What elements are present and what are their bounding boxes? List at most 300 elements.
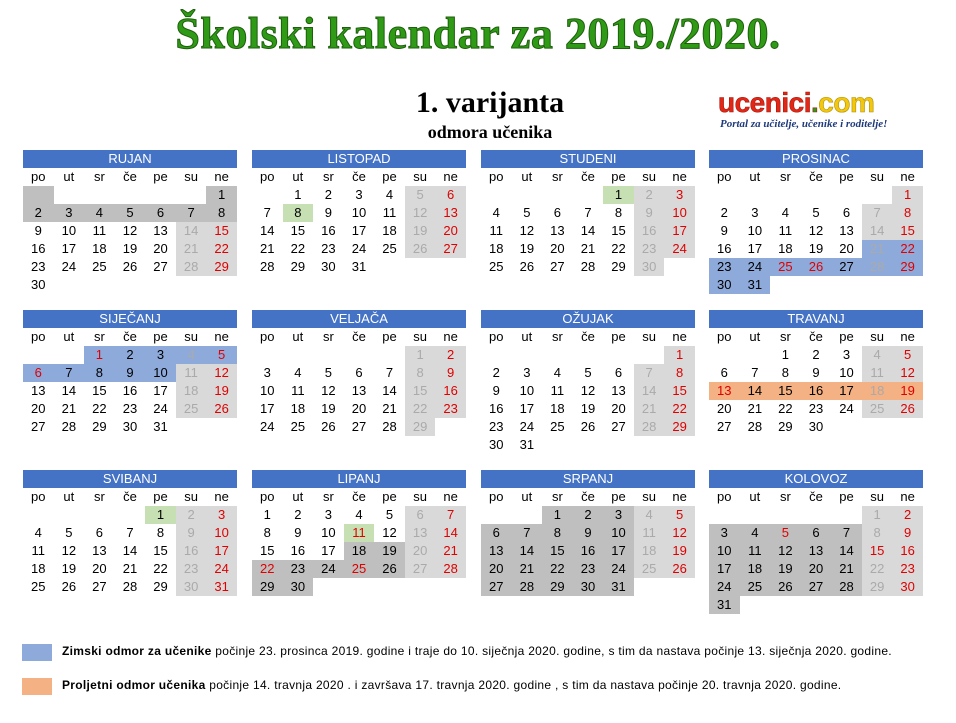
month-days-grid [252,168,466,276]
day-cell: 28 [580,259,596,274]
day-cell: 28 [831,578,862,596]
day-cell: 10 [61,223,77,238]
weekday-header: pe [153,169,168,184]
month-name: SIJEČANJ [23,310,237,328]
day-cell: 15 [92,383,107,398]
day-cell: 13 [839,223,854,238]
day-cell: 9 [324,205,333,220]
day-cell: 16 [435,382,466,400]
month-days-grid [23,488,237,596]
day-cell: 16 [176,542,207,560]
day-cell: 18 [176,382,207,400]
day-cell: 14 [435,524,466,542]
weekday-header: ut [521,169,533,184]
empty-cell [831,506,862,524]
day-cell: 4 [634,506,665,524]
weekday-header: sr [93,169,105,184]
empty-cell [145,276,176,294]
weekday-header: su [870,169,884,184]
day-cell: 6 [95,525,104,540]
day-cell: 15 [290,223,306,238]
day-cell: 22 [778,401,793,416]
month-name: LIPANJ [252,470,466,488]
day-cell: 21 [435,542,466,560]
day-cell: 17 [831,382,862,400]
day-cell: 28 [176,258,207,276]
empty-cell [176,418,207,436]
day-cell: 27 [481,578,512,596]
month-rujan [23,150,237,294]
day-cell: 19 [664,542,695,560]
day-cell: 27 [831,258,862,276]
day-cell: 17 [519,401,535,416]
day-cell: 11 [291,383,305,398]
day-cell: 4 [492,205,500,220]
day-cell: 24 [740,258,771,276]
day-cell: 27 [351,419,367,434]
day-cell: 9 [294,525,302,540]
empty-cell [709,186,740,204]
day-cell: 20 [405,542,436,560]
day-cell: 21 [382,401,397,416]
day-cell: 7 [751,365,759,380]
day-cell: 22 [664,400,695,418]
month-lipanj [252,470,466,596]
month-siječanj [23,310,237,436]
empty-cell [84,186,115,204]
variant-heading: 1. varijanta [415,86,565,119]
day-cell: 26 [892,400,923,418]
day-cell: 27 [611,419,626,434]
day-cell: 26 [664,560,695,578]
day-cell: 24 [313,560,344,578]
day-cell: 1 [664,346,695,364]
day-cell: 11 [634,524,665,542]
day-cell: 30 [573,578,604,596]
day-cell: 14 [61,383,77,398]
day-cell: 13 [92,543,107,558]
day-cell: 9 [435,364,466,382]
day-cell: 14 [831,542,862,560]
weekday-header: pe [382,489,397,504]
day-cell: 2 [115,346,146,364]
weekday-header: sr [551,169,563,184]
logo-tagline: Portal za učitelje, učenike i roditelje! [720,118,888,130]
day-cell: 26 [374,560,405,578]
day-cell: 29 [290,259,306,274]
month-name: SVIBANJ [23,470,237,488]
day-cell: 17 [709,560,740,578]
weekday-header: ut [292,489,304,504]
weekday-header: pe [153,489,168,504]
day-cell: 24 [664,240,695,258]
day-cell: 15 [611,223,626,238]
weekday-header: pe [839,169,854,184]
day-cell: 3 [263,365,271,380]
day-cell: 2 [573,506,604,524]
weekday-header: po [31,169,46,184]
day-cell: 28 [61,419,77,434]
day-cell: 27 [717,419,732,434]
day-cell: 30 [892,578,923,596]
weekday-header: če [352,329,366,344]
day-cell: 18 [344,542,375,560]
day-cell: 21 [862,240,893,258]
month-name: VELJAČA [252,310,466,328]
empty-cell [481,506,512,524]
day-cell: 10 [206,524,237,542]
day-cell: 30 [176,578,207,596]
weekday-header: ne [214,329,229,344]
month-kolovoz [709,470,923,614]
day-cell: 26 [801,258,832,276]
weekday-header: ne [900,329,915,344]
day-cell: 6 [435,186,466,204]
day-cell: 2 [294,507,302,522]
weekday-header: su [184,169,198,184]
day-cell: 31 [519,437,535,452]
empty-cell [435,258,466,276]
day-cell: 7 [862,204,893,222]
day-cell: 14 [634,382,665,400]
weekday-header: če [352,489,366,504]
site-logo[interactable] [718,88,928,130]
day-cell: 23 [489,419,504,434]
weekday-header: sr [551,329,563,344]
day-cell: 18 [634,542,665,560]
month-days-grid [709,168,923,294]
day-cell: 23 [176,560,207,578]
empty-cell [634,346,665,364]
day-cell: 9 [34,223,42,238]
weekday-header: su [413,169,427,184]
empty-cell [405,258,436,276]
day-cell: 17 [747,241,763,256]
day-cell: 28 [260,259,275,274]
day-cell: 7 [263,205,271,220]
day-cell: 20 [839,241,854,256]
day-cell: 8 [781,365,790,380]
empty-cell [862,596,893,614]
day-cell: 11 [489,223,504,238]
day-cell: 17 [321,543,336,558]
empty-cell [283,346,314,364]
day-cell: 13 [405,524,436,542]
empty-cell [512,506,543,524]
empty-cell [862,276,893,294]
month-name: KOLOVOZ [709,470,923,488]
day-cell: 31 [603,578,634,596]
day-cell: 5 [584,365,592,380]
month-name: OŽUJAK [481,310,695,328]
empty-cell [435,578,466,596]
day-cell: 29 [153,579,168,594]
day-cell: 18 [31,561,46,576]
day-cell: 1 [862,506,893,524]
day-cell: 19 [122,241,138,256]
day-cell: 21 [260,241,275,256]
day-cell: 18 [92,241,107,256]
weekday-header: če [123,489,137,504]
day-cell: 12 [321,383,336,398]
day-cell: 11 [550,383,565,398]
day-cell: 3 [54,204,85,222]
day-cell: 6 [481,524,512,542]
day-cell: 24 [61,259,77,274]
day-cell: 22 [542,560,573,578]
empty-cell [481,186,512,204]
day-cell: 10 [321,525,336,540]
day-cell: 23 [31,259,46,274]
weekday-header: če [352,169,366,184]
day-cell: 7 [176,204,207,222]
day-cell: 3 [751,205,759,220]
day-cell: 30 [808,419,824,434]
day-cell: 15 [862,542,893,560]
month-days-grid [481,488,695,596]
page-title: Školski kalendar za 2019./2020. [175,9,781,58]
day-cell: 28 [512,578,543,596]
day-cell: 23 [122,401,138,416]
day-cell: 5 [206,346,237,364]
weekday-header: su [642,169,656,184]
empty-cell [770,506,801,524]
day-cell: 15 [770,382,801,400]
empty-cell [573,186,604,204]
day-cell: 19 [206,382,237,400]
day-cell: 15 [260,543,275,558]
empty-cell [23,346,54,364]
day-cell: 20 [801,560,832,578]
day-cell: 16 [634,222,665,240]
day-cell: 6 [23,364,54,382]
month-listopad [252,150,466,276]
weekday-header: pe [153,329,168,344]
day-cell: 17 [206,542,237,560]
empty-cell [542,186,573,204]
day-cell: 16 [31,241,46,256]
empty-cell [176,276,207,294]
day-cell: 3 [206,506,237,524]
month-travanj [709,310,923,436]
empty-cell [892,596,923,614]
day-cell: 11 [740,542,771,560]
month-studeni [481,150,695,276]
day-cell: 19 [580,401,596,416]
day-cell: 27 [550,259,565,274]
day-cell: 20 [435,222,466,240]
day-cell: 29 [206,258,237,276]
weekday-header: ut [63,489,75,504]
weekday-header: ut [749,169,761,184]
day-cell: 6 [801,524,832,542]
day-cell: 5 [664,506,695,524]
logo-com: com [818,87,875,118]
month-prosinac [709,150,923,294]
empty-cell [252,186,283,204]
day-cell: 7 [435,506,466,524]
day-cell: 22 [252,560,283,578]
day-cell: 30 [321,259,336,274]
day-cell: 9 [812,365,820,380]
day-cell: 3 [145,346,176,364]
day-cell: 30 [283,578,314,596]
day-cell: 10 [747,223,763,238]
empty-cell [54,346,85,364]
empty-cell [374,346,405,364]
empty-cell [831,276,862,294]
day-cell: 15 [892,222,923,240]
day-cell: 27 [31,419,46,434]
day-cell: 21 [634,400,665,418]
day-cell: 22 [92,401,107,416]
day-cell: 7 [634,364,665,382]
day-cell: 27 [435,240,466,258]
day-cell: 12 [580,383,596,398]
day-cell: 17 [664,222,695,240]
day-cell: 1 [84,346,115,364]
day-cell: 28 [862,258,893,276]
spring-swatch [22,678,52,695]
day-cell: 29 [892,258,923,276]
empty-cell [770,186,801,204]
weekday-header: pe [611,489,626,504]
weekday-header: po [717,489,732,504]
day-cell: 5 [523,205,531,220]
day-cell: 21 [61,401,77,416]
empty-cell [206,418,237,436]
weekday-header: su [642,329,656,344]
day-cell: 23 [709,258,740,276]
weekday-header: če [123,329,137,344]
month-days-grid [709,488,923,614]
weekday-header: po [489,169,504,184]
day-cell: 2 [435,346,466,364]
variant-subtitle: odmora učenika [427,122,553,142]
weekday-header: su [184,329,198,344]
day-cell: 13 [31,383,46,398]
month-name: STUDENI [481,150,695,168]
empty-cell [435,418,466,436]
day-cell: 5 [812,205,820,220]
day-cell: 1 [263,507,271,522]
day-cell: 11 [31,543,46,558]
empty-cell [740,186,771,204]
weekday-header: pe [382,329,397,344]
day-cell: 19 [770,560,801,578]
day-cell: 3 [355,187,363,202]
day-cell: 4 [740,524,771,542]
day-cell: 27 [801,578,832,596]
day-cell: 9 [176,524,207,542]
day-cell: 16 [489,401,504,416]
day-cell: 20 [550,241,565,256]
empty-cell [512,186,543,204]
day-cell: 26 [580,419,596,434]
day-cell: 2 [23,204,54,222]
day-cell: 15 [206,222,237,240]
weekday-header: pe [611,329,626,344]
weekday-header: ut [63,329,75,344]
day-cell: 24 [839,401,854,416]
empty-cell [313,346,344,364]
day-cell: 7 [831,524,862,542]
day-cell: 21 [122,561,138,576]
day-cell: 20 [153,241,168,256]
day-cell: 5 [892,346,923,364]
day-cell: 8 [156,525,165,540]
day-cell: 1 [781,347,790,362]
empty-cell [313,578,344,596]
day-cell: 14 [260,223,275,238]
empty-cell [831,596,862,614]
day-cell: 19 [808,241,824,256]
day-cell: 12 [519,223,535,238]
weekday-header: po [260,489,275,504]
empty-cell [801,186,832,204]
weekday-header: sr [322,489,334,504]
weekday-header: po [31,489,46,504]
weekday-header: su [642,489,656,504]
day-cell: 4 [34,525,42,540]
month-name: LISTOPAD [252,150,466,168]
empty-cell [115,186,146,204]
day-cell: 28 [634,418,665,436]
day-cell: 3 [523,365,531,380]
day-cell: 22 [405,400,436,418]
day-cell: 31 [206,578,237,596]
day-cell: 4 [862,346,893,364]
day-cell: 8 [862,524,893,542]
empty-cell [344,578,375,596]
weekday-header: po [717,169,732,184]
month-name: PROSINAC [709,150,923,168]
weekday-header: po [717,329,732,344]
day-cell: 28 [122,579,138,594]
month-name: RUJAN [23,150,237,168]
day-cell: 26 [122,259,138,274]
day-cell: 11 [862,364,893,382]
day-cell: 4 [355,507,363,522]
weekday-header: ut [749,329,761,344]
day-cell: 6 [405,506,436,524]
day-cell: 12 [61,543,77,558]
day-cell: 27 [405,560,436,578]
weekday-header: su [413,489,427,504]
day-cell: 16 [801,382,832,400]
logo-name: ucenici [718,87,811,118]
day-cell: 25 [489,259,504,274]
weekday-header: ne [443,489,458,504]
day-cell: 14 [382,383,397,398]
day-cell: 19 [61,561,77,576]
day-cell: 21 [831,560,862,578]
day-cell: 14 [580,223,596,238]
day-cell: 23 [321,241,336,256]
empty-cell [84,506,115,524]
day-cell: 16 [290,543,306,558]
day-cell: 9 [492,383,500,398]
empty-cell [115,276,146,294]
day-cell: 17 [260,401,275,416]
day-cell: 11 [382,205,397,220]
day-cell: 30 [122,419,138,434]
month-svibanj [23,470,237,596]
day-cell: 18 [382,223,397,238]
winter-label: Zimski odmor za učenike [62,644,212,658]
day-cell: 13 [481,542,512,560]
empty-cell [770,596,801,614]
